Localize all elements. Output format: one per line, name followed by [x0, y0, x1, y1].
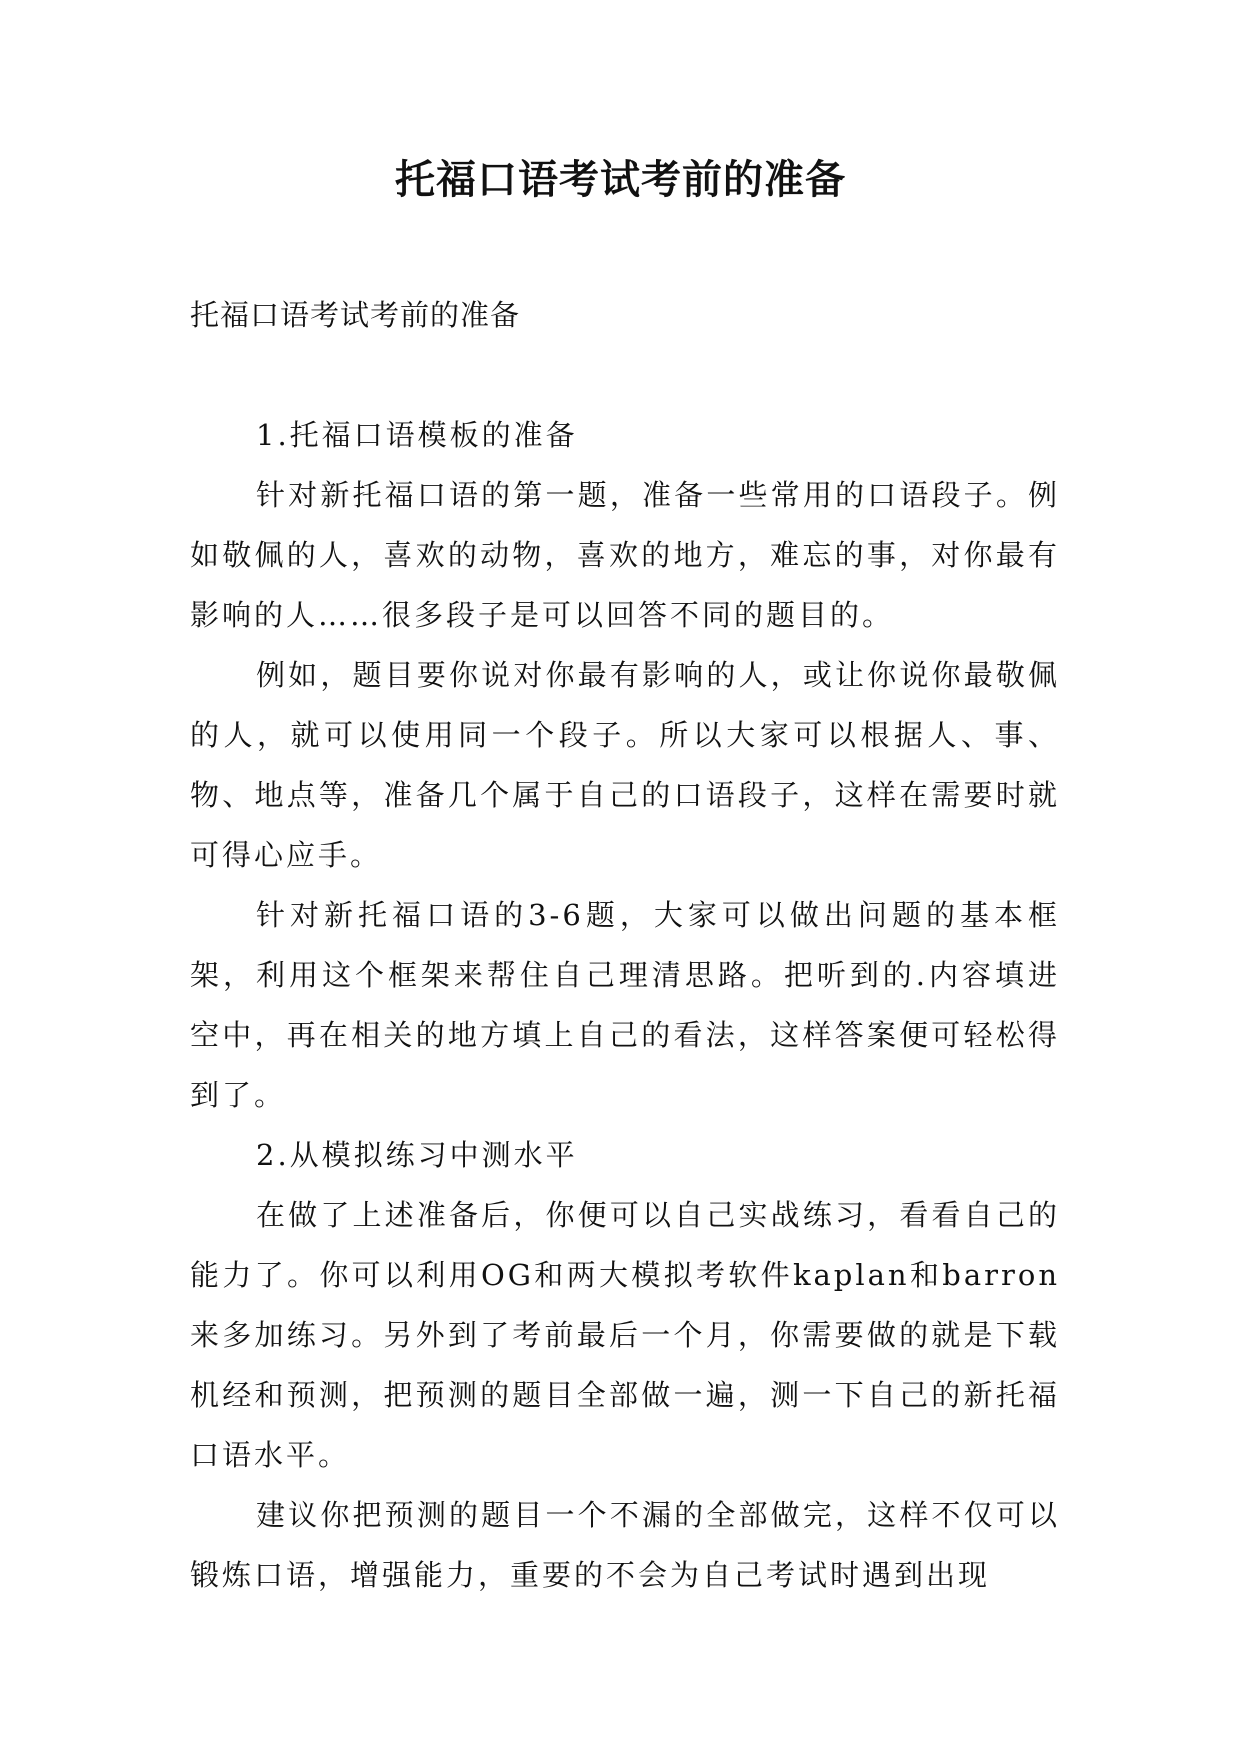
document-title: 托福口语考试考前的准备	[395, 156, 846, 203]
paragraph: 在做了上述准备后，你便可以自己实战练习，看看自己的能力了。你可以利用OG和两大模拟考软件kaplan和barron来多加练习。另外到了考前最后一个月，你需要做的就是下载机经和预测，把预测的题目全部做一遍，测一下自己的新托福口语水平。	[190, 1198, 1060, 1472]
section-heading: 1.托福口语模板的准备	[256, 418, 578, 452]
section-heading: 2.从模拟练习中测水平	[256, 1138, 578, 1172]
paragraph: 例如，题目要你说对你最有影响的人，或让你说你最敬佩的人，就可以使用同一个段子。所以大家可以根据人、事、物、地点等，准备几个属于自己的口语段子，这样在需要时就可得心应手。	[190, 658, 1060, 872]
document-body	[190, 405, 1060, 1605]
paragraph: 针对新托福口语的3-6题，大家可以做出问题的基本框架，利用这个框架来帮住自己理清思路。把听到的.内容填进空中，再在相关的地方填上自己的看法，这样答案便可轻松得到了。	[190, 898, 1060, 1112]
document-subtitle: 托福口语考试考前的准备	[190, 298, 521, 332]
paragraph: 建议你把预测的题目一个不漏的全部做完，这样不仅可以锻炼口语，增强能力，重要的不会为自己考试时遇到出现	[190, 1498, 1060, 1592]
paragraph: 针对新托福口语的第一题，准备一些常用的口语段子。例如敬佩的人，喜欢的动物，喜欢的地方，难忘的事，对你最有影响的人……很多段子是可以回答不同的题目的。	[190, 478, 1060, 632]
